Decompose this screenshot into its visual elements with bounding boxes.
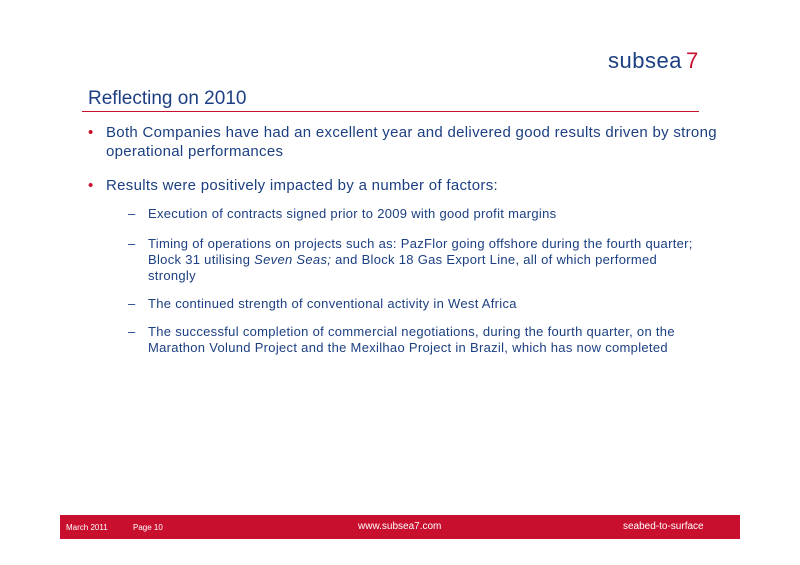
company-logo	[608, 48, 699, 74]
sub-bullet-item	[128, 206, 708, 222]
bullet-item	[88, 176, 726, 195]
title-divider	[82, 111, 699, 112]
sub-bullet-item	[128, 236, 708, 284]
sub-bullet-dash: –	[128, 206, 136, 221]
bullet-marker: •	[88, 177, 94, 194]
logo-number: 7	[685, 48, 699, 73]
footer-url[interactable]: www.subsea7.com	[358, 521, 442, 532]
sub-bullet-text	[128, 236, 708, 284]
sub-bullet-text: The continued strength of conventional activity in West Africa	[148, 296, 517, 311]
footer-tagline: seabed-to-surface	[623, 521, 704, 532]
sub-bullet-text: Execution of contracts signed prior to 2009 with good profit margins	[148, 206, 557, 221]
footer-page-number: Page 10	[133, 523, 163, 532]
sub-bullet-text-part: Timing of operations on projects such as: PazFlor going offshore during the fourth quarter; Block 31 utilising	[148, 236, 693, 267]
bullet-marker: •	[88, 124, 94, 141]
footer-date: March 2011	[66, 523, 108, 532]
footer-bar	[60, 515, 740, 539]
bullet-text: Results were positively impacted by a number of factors:	[106, 177, 498, 194]
sub-bullet-text-part: and Block 18 Gas Export Line, all of which performed strongly	[148, 252, 658, 283]
vessel-name-italic: Seven Seas;	[254, 252, 332, 267]
logo-word: subsea	[608, 48, 682, 73]
sub-bullet-item	[128, 296, 708, 312]
sub-bullet-item	[128, 324, 708, 356]
slide-title: Reflecting on 2010	[88, 88, 247, 109]
sub-bullet-dash: –	[128, 324, 136, 339]
sub-bullet-dash: –	[128, 236, 136, 251]
sub-bullet-dash: –	[128, 296, 136, 311]
bullet-item	[88, 123, 726, 161]
bullet-text: Both Companies have had an excellent year and delivered good results driven by strong operational performances	[106, 124, 717, 160]
sub-bullet-text: The successful completion of commercial negotiations, during the fourth quarter, on the Marathon Volund Project and the Mexilhao Project in Brazil, which has now completed	[148, 324, 675, 355]
